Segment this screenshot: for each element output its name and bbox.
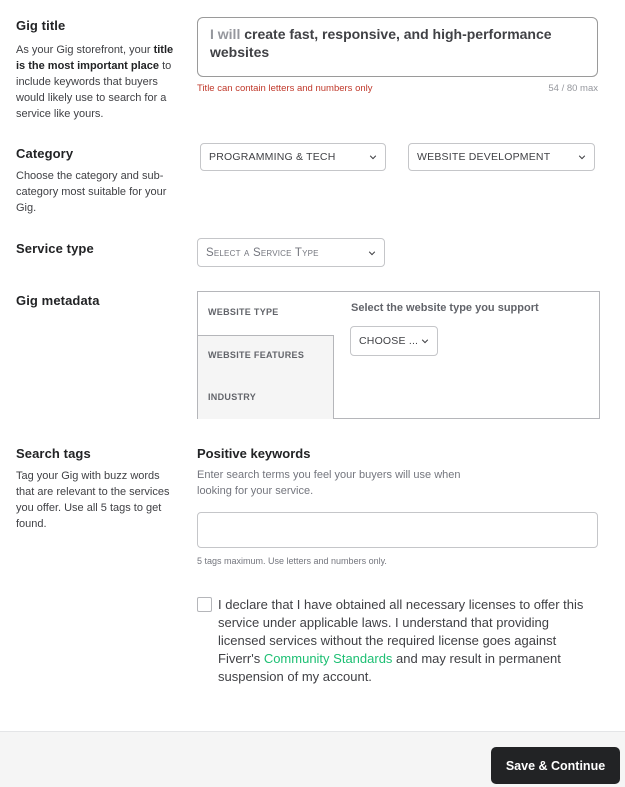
chevron-down-icon (369, 153, 377, 161)
metadata-panel (197, 291, 600, 419)
gig-title-desc-emphasis: title is the most important place (16, 44, 174, 72)
tab-website-type[interactable]: WEBSITE TYPE (198, 292, 334, 335)
gig-title-heading: Gig title (16, 18, 66, 33)
metadata-heading: Gig metadata (16, 293, 100, 308)
chevron-down-icon (578, 153, 586, 161)
positive-keywords-description: Enter search terms you feel your buyers will use when looking for your service. (197, 469, 461, 497)
chevron-down-icon (421, 337, 429, 345)
subcategory-select[interactable] (408, 143, 595, 171)
metadata-question: Select the website type you support (351, 302, 539, 314)
search-tags-section (16, 446, 176, 532)
declaration-text-end: and may result in permanent suspension of my account. (218, 651, 561, 684)
gig-title-section (16, 18, 176, 122)
metadata-section (16, 293, 176, 308)
search-tags-description: Tag your Gig with buzz words that are relevant to the services you offer. Use all 5 tags to get found. (16, 470, 170, 530)
tab-industry[interactable]: INDUSTRY (208, 392, 257, 402)
gig-title-desc-part1: As your Gig storefront, your (16, 44, 154, 56)
license-checkbox[interactable] (197, 597, 212, 612)
category-select-value: PROGRAMMING & TECH (209, 151, 336, 163)
chevron-down-icon (368, 249, 376, 257)
category-heading: Category (16, 146, 74, 161)
gig-title-char-count: 54 / 80 max (548, 83, 598, 94)
positive-keywords-heading: Positive keywords (197, 446, 311, 461)
gig-title-prefix: I will (210, 26, 241, 42)
tab-website-features[interactable]: WEBSITE FEATURES (208, 350, 305, 360)
service-type-heading: Service type (16, 241, 94, 256)
save-continue-button[interactable]: Save & Continue (491, 747, 620, 784)
website-type-select[interactable] (350, 326, 438, 356)
tags-hint: 5 tags maximum. Use letters and numbers only. (197, 556, 387, 566)
gig-title-value: create fast, responsive, and high-performance websites (210, 26, 552, 60)
metadata-tabs (198, 292, 334, 418)
community-standards-link[interactable]: Community Standards (263, 651, 393, 666)
gig-title-error: Title can contain letters and numbers only (197, 83, 373, 94)
search-tags-heading: Search tags (16, 446, 91, 461)
subcategory-select-value: WEBSITE DEVELOPMENT (417, 151, 551, 163)
metadata-tabs-inactive-bg (198, 335, 334, 419)
gig-title-desc-part3: to include keywords that buyers would likely use to search for a service like yours. (16, 60, 172, 120)
category-description: Choose the category and sub-category most suitable for your Gig. (16, 170, 167, 214)
declaration-text: I declare that I have obtained all necessary licenses to offer this service under applicable laws. I understand that providing licensed services without the required license goes against Fiverr's (218, 597, 584, 666)
gig-title-description (16, 42, 176, 122)
website-type-select-value: CHOOSE ... (359, 335, 419, 347)
category-section (16, 146, 176, 216)
category-select[interactable] (200, 143, 386, 171)
service-type-section (16, 241, 176, 256)
service-type-placeholder: Select a Service Type (206, 246, 319, 259)
tags-input[interactable] (197, 512, 598, 548)
service-type-select[interactable] (197, 238, 385, 267)
license-declaration (218, 596, 598, 686)
gig-title-input[interactable] (197, 17, 598, 77)
